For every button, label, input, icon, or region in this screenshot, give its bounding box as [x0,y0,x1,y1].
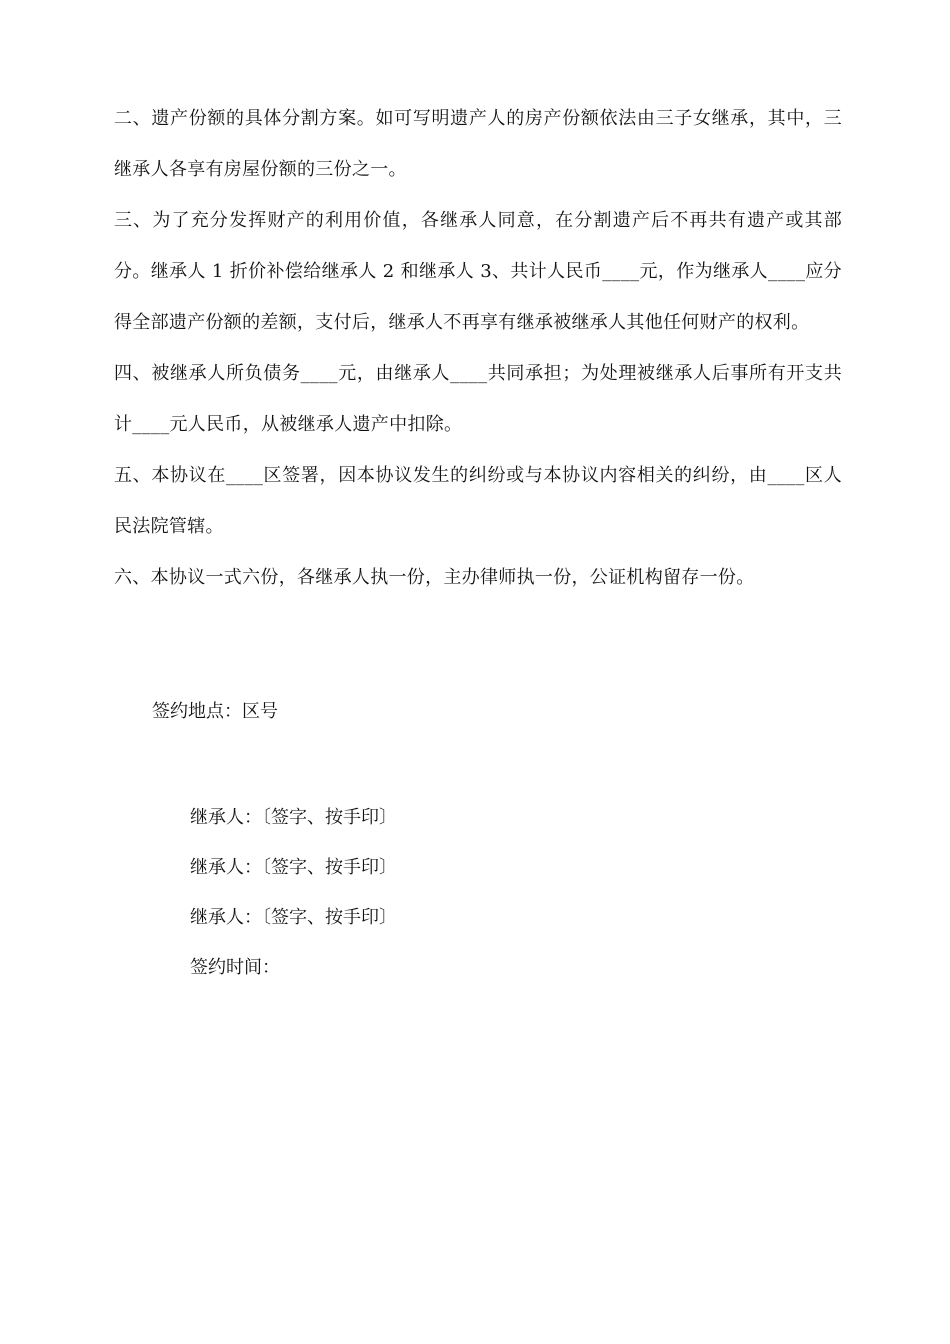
clause-2: 二、遗产份额的具体分割方案。如可写明遗产人的房产份额依法由三子女继承，其中，三继承人各享有房屋份额的三份之一。 [114,108,842,180]
signing-time: 签约时间： [190,957,280,978]
clause-6: 六、本协议一式六份，各继承人执一份，主办律师执一份，公证机构留存一份。 [114,567,755,588]
heir-signature-3: 继承人：〔签字、按手印〕 [190,907,397,928]
heir-signature-2: 继承人：〔签字、按手印〕 [190,857,397,878]
agreement-clauses [114,93,842,603]
clause-5: 五、本协议在____区签署，因本协议发生的纠纷或与本协议内容相关的纠纷，由____区人民法院管辖。 [114,465,842,537]
clause-4: 四、被继承人所负债务____元，由继承人____共同承担；为处理被继承人后事所有开支共计____元人民币，从被继承人遗产中扣除。 [114,363,842,435]
signature-block [190,793,397,993]
heir-signature-1: 继承人：〔签字、按手印〕 [190,807,397,828]
signing-place: 签约地点：区号 [152,701,278,722]
clause-3: 三、为了充分发挥财产的利用价值，各继承人同意，在分割遗产后不再共有遗产或其部分。继承人 1 折价补偿给继承人 2 和继承人 3、共计人民币____元，作为继承人____应分得全部遗产份额的差额，支付后，继承人不再享有继承被继承人其他任何财产的权利。 [114,210,842,333]
